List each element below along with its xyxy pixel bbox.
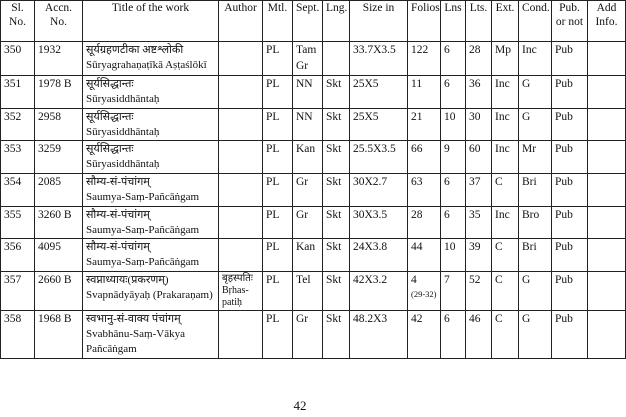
cell-title	[83, 42, 219, 76]
cell-published: Pub	[552, 76, 588, 109]
cell-material: PL	[263, 239, 293, 272]
cell-accn-no: 1978 B	[35, 76, 83, 109]
cell-letters: 30	[466, 108, 492, 141]
cell-lines: 6	[441, 76, 466, 109]
table-row	[1, 108, 626, 141]
folios-count: 28	[411, 208, 423, 221]
cell-title	[83, 174, 219, 207]
cell-sl-no: 352	[1, 108, 35, 141]
table-row	[1, 174, 626, 207]
cell-size: 24X3.8	[350, 239, 408, 272]
cell-sl-no: 356	[1, 239, 35, 272]
folios-range: (29-32)	[411, 288, 437, 299]
cell-accn-no: 3260 B	[35, 206, 83, 239]
header-author: Author	[219, 1, 263, 42]
folios-count: 21	[411, 110, 423, 123]
cell-accn-no: 3259	[35, 141, 83, 174]
cell-condition: Bri	[519, 239, 552, 272]
cell-material: PL	[263, 206, 293, 239]
cell-language: Skt	[323, 141, 350, 174]
cell-sl-no: 354	[1, 174, 35, 207]
cell-additional-info	[588, 311, 626, 359]
cell-accn-no: 1968 B	[35, 311, 83, 359]
cell-script: NN	[293, 108, 323, 141]
cell-title	[83, 311, 219, 359]
cell-script: Kan	[293, 141, 323, 174]
header-accn-no: Accn. No.	[35, 1, 83, 42]
cell-sl-no: 353	[1, 141, 35, 174]
cell-published: Pub	[552, 42, 588, 76]
cell-published: Pub	[552, 141, 588, 174]
cell-title	[83, 272, 219, 311]
cell-material: PL	[263, 311, 293, 359]
header-script: Sept.	[293, 1, 323, 42]
cell-extent: Inc	[492, 206, 519, 239]
cell-additional-info	[588, 206, 626, 239]
cell-script: Gr	[293, 174, 323, 207]
cell-condition: Bro	[519, 206, 552, 239]
cell-published: Pub	[552, 311, 588, 359]
cell-extent: Mp	[492, 42, 519, 76]
cell-title	[83, 108, 219, 141]
cell-author	[219, 42, 263, 76]
title-devanagari: स्वभानु-सं-वाक्य पंचांगम्	[86, 313, 181, 326]
title-devanagari: सूर्यसिद्धान्तः	[86, 78, 134, 91]
cell-size: 48.2X3	[350, 311, 408, 359]
title-devanagari: सौम्य-सं-पंचांगम्	[86, 176, 150, 189]
header-sl-no: Sl. No.	[1, 1, 35, 42]
cell-condition: G	[519, 311, 552, 359]
cell-published: Pub	[552, 206, 588, 239]
cell-material: PL	[263, 174, 293, 207]
cell-published: Pub	[552, 272, 588, 311]
cell-language: Skt	[323, 108, 350, 141]
title-romanized: Saumya-Saṃ-Pañcāṅgam	[86, 223, 200, 236]
cell-language: Skt	[323, 311, 350, 359]
cell-author	[219, 239, 263, 272]
cell-folios	[408, 272, 441, 311]
cell-lines: 6	[441, 174, 466, 207]
cell-material: PL	[263, 42, 293, 76]
cell-title	[83, 239, 219, 272]
cell-letters: 37	[466, 174, 492, 207]
cell-sl-no: 350	[1, 42, 35, 76]
cell-language: Skt	[323, 272, 350, 311]
cell-additional-info	[588, 239, 626, 272]
header-additional-info: Add Info.	[588, 1, 626, 42]
cell-condition: G	[519, 272, 552, 311]
folios-count: 66	[411, 143, 423, 156]
header-title: Title of the work	[83, 1, 219, 42]
cell-folios	[408, 108, 441, 141]
cell-language: Skt	[323, 206, 350, 239]
cell-sl-no: 357	[1, 272, 35, 311]
title-romanized: Saumya-Saṃ-Pañcāṅgam	[86, 190, 200, 203]
cell-folios	[408, 206, 441, 239]
cell-sl-no: 355	[1, 206, 35, 239]
header-letters: Lts.	[466, 1, 492, 42]
table-row	[1, 272, 626, 311]
cell-published: Pub	[552, 108, 588, 141]
cell-script: Kan	[293, 239, 323, 272]
cell-language: Skt	[323, 239, 350, 272]
cell-folios	[408, 141, 441, 174]
title-romanized: Svapnādyāyaḥ (Prakaraṇam)	[86, 289, 213, 301]
cell-material: PL	[263, 141, 293, 174]
cell-accn-no: 1932	[35, 42, 83, 76]
cell-letters: 35	[466, 206, 492, 239]
cell-size: 25.5X3.5	[350, 141, 408, 174]
cell-script: Tel	[293, 272, 323, 311]
title-devanagari: सूर्यसिद्धान्तः	[86, 110, 134, 123]
header-condition: Cond.	[519, 1, 552, 42]
cell-lines: 7	[441, 272, 466, 311]
table-row	[1, 42, 626, 76]
cell-extent: Inc	[492, 141, 519, 174]
cell-author	[219, 141, 263, 174]
header-extent: Ext.	[492, 1, 519, 42]
cell-accn-no: 2958	[35, 108, 83, 141]
folios-count: 11	[411, 78, 423, 91]
cell-material: PL	[263, 76, 293, 109]
cell-additional-info	[588, 272, 626, 311]
cell-lines: 6	[441, 311, 466, 359]
cell-extent: C	[492, 174, 519, 207]
table-row	[1, 311, 626, 359]
cell-additional-info	[588, 108, 626, 141]
cell-script: NN	[293, 76, 323, 109]
cell-title	[83, 206, 219, 239]
cell-extent: Inc	[492, 108, 519, 141]
cell-additional-info	[588, 141, 626, 174]
folios-count: 122	[411, 44, 429, 56]
folios-count: 63	[411, 176, 423, 189]
title-romanized: Sūryasiddhāntaḥ	[86, 92, 160, 105]
header-material: Mtl.	[263, 1, 293, 42]
cell-lines: 6	[441, 206, 466, 239]
cell-sl-no: 358	[1, 311, 35, 359]
title-romanized: Sūryasiddhāntaḥ	[86, 125, 160, 138]
cell-language: Skt	[323, 174, 350, 207]
cell-accn-no: 2085	[35, 174, 83, 207]
folios-count: 44	[411, 241, 423, 254]
cell-letters: 60	[466, 141, 492, 174]
cell-letters: 46	[466, 311, 492, 359]
title-devanagari: सौम्य-सं-पंचांगम्	[86, 208, 150, 221]
cell-folios	[408, 42, 441, 76]
header-size: Size in	[350, 1, 408, 42]
cell-lines: 9	[441, 141, 466, 174]
cell-author	[219, 76, 263, 109]
cell-script: Tam Gr	[293, 42, 323, 76]
cell-script: Gr	[293, 206, 323, 239]
cell-author	[219, 311, 263, 359]
cell-lines: 6	[441, 42, 466, 76]
cell-folios	[408, 239, 441, 272]
header-published: Pub. or not	[552, 1, 588, 42]
header-language: Lng.	[323, 1, 350, 42]
title-devanagari: सूर्यसिद्धान्तः	[86, 143, 134, 156]
title-romanized: Sūryasiddhāntaḥ	[86, 158, 160, 171]
cell-title	[83, 141, 219, 174]
cell-extent: C	[492, 311, 519, 359]
cell-condition: G	[519, 108, 552, 141]
cell-script: Gr	[293, 311, 323, 359]
cell-letters: 52	[466, 272, 492, 311]
cell-letters: 36	[466, 76, 492, 109]
cell-sl-no: 351	[1, 76, 35, 109]
cell-lines: 10	[441, 108, 466, 141]
cell-extent: Inc	[492, 76, 519, 109]
page-number: 42	[293, 398, 307, 413]
cell-size: 25X5	[350, 108, 408, 141]
table-row	[1, 141, 626, 174]
cell-accn-no: 4095	[35, 239, 83, 272]
table-row	[1, 76, 626, 109]
cell-condition: Mr	[519, 141, 552, 174]
title-devanagari: स्वप्नाध्यायः(प्रकरणम्)	[86, 274, 169, 287]
cell-folios	[408, 174, 441, 207]
cell-folios	[408, 76, 441, 109]
cell-size: 33.7X3.5	[350, 42, 408, 76]
header-row	[1, 1, 626, 42]
cell-condition: G	[519, 76, 552, 109]
cell-author	[219, 174, 263, 207]
cell-published: Pub	[552, 174, 588, 207]
cell-size: 42X3.2	[350, 272, 408, 311]
table-row	[1, 206, 626, 239]
cell-letters: 39	[466, 239, 492, 272]
cell-extent: C	[492, 272, 519, 311]
title-devanagari: सौम्य-सं-पंचांगम्	[86, 241, 150, 254]
title-romanized: Saumya-Saṃ-Pañcāṅgam	[86, 256, 200, 269]
cell-additional-info	[588, 76, 626, 109]
cell-accn-no: 2660 B	[35, 272, 83, 311]
folios-count: 42	[411, 313, 423, 326]
cell-material: PL	[263, 272, 293, 311]
cell-lines: 10	[441, 239, 466, 272]
cell-language	[323, 42, 350, 76]
folios-count: 4	[411, 274, 417, 287]
cell-published: Pub	[552, 239, 588, 272]
cell-additional-info	[588, 174, 626, 207]
cell-author	[219, 206, 263, 239]
header-folios: Folios	[408, 1, 441, 42]
cell-language: Skt	[323, 76, 350, 109]
cell-folios	[408, 311, 441, 359]
cell-material: PL	[263, 108, 293, 141]
cell-additional-info	[588, 42, 626, 76]
cell-letters: 28	[466, 42, 492, 76]
cell-extent: C	[492, 239, 519, 272]
cell-condition: Bri	[519, 174, 552, 207]
cell-author: बृहस्पतिः Bṛhas-patiḥ	[219, 272, 263, 311]
title-devanagari: सूर्यग्रहणटीका अष्टश्लोकी	[86, 44, 184, 56]
title-romanized: Svabhānu-Saṃ-Vākya Pañcāṅgam	[86, 328, 185, 355]
title-romanized: Sūryagrahaṇaṭīkā Aṣṭaślōkī	[86, 58, 207, 71]
table-row	[1, 239, 626, 272]
cell-title	[83, 76, 219, 109]
cell-size: 30X2.7	[350, 174, 408, 207]
cell-condition: Inc	[519, 42, 552, 76]
cell-size: 30X3.5	[350, 206, 408, 239]
cell-size: 25X5	[350, 76, 408, 109]
header-lines: Lns	[441, 1, 466, 42]
cell-author	[219, 108, 263, 141]
